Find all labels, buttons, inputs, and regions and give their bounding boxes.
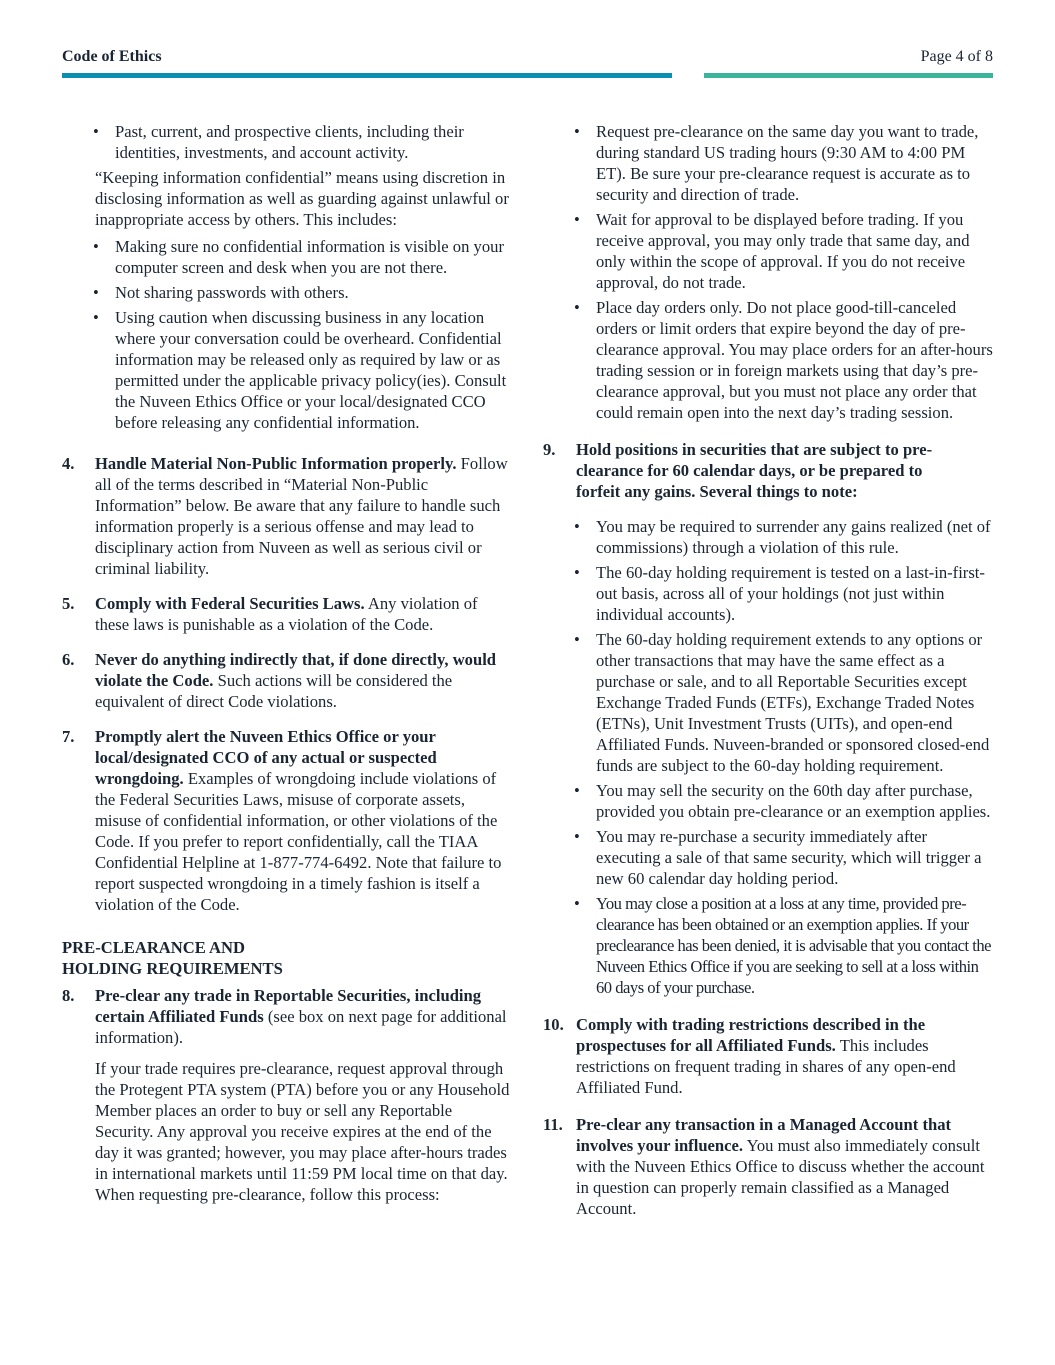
item-number: 4. — [62, 454, 75, 473]
numbered-item-6 — [62, 649, 514, 712]
section-heading — [62, 937, 514, 979]
list-item: • The 60-day holding requirement is tested on a last-in-first-out basis, across all of your holdings (not just within individual accounts). — [543, 562, 995, 625]
item-heading: Handle Material Non-Public Information properly. — [95, 454, 457, 473]
list-item: • Making sure no confidential information is visible on your computer screen and desk when you are not there. — [62, 236, 514, 278]
numbered-item-7 — [62, 726, 514, 915]
numbered-item-5 — [62, 593, 514, 635]
item-heading: Comply with trading restrictions described in the prospectuses for all Affiliated Funds. — [576, 1015, 926, 1055]
item-text: Examples of wrongdoing include violations of the Federal Securities Laws, misuse of corporate assets, misuse of confidential information, or other violations of the Code. If you prefer to report confidentially, call the TIAA Confidential Helpline at 1-877-774-6492. Note that failure to report suspected wrongdoing in a timely fashion is itself a violation of the Code. — [95, 769, 502, 914]
list-item: • Not sharing passwords with others. — [62, 282, 514, 303]
header-rule-green — [704, 73, 993, 78]
item-number: 5. — [62, 594, 75, 613]
header-rule-blue — [62, 73, 672, 78]
numbered-item-9 — [543, 439, 995, 502]
item-number: 8. — [62, 986, 75, 1005]
list-item: • Using caution when discussing business in any location where your conversation could be overheard. Confidential information may be released only as required by law or as permitted under the applicable privacy policy(ies). Consult the Nuveen Ethics Office or your local/designated CCO before releasing any confidential information. — [62, 307, 514, 433]
bullet-list — [62, 121, 514, 163]
list-item: • Wait for approval to be displayed before trading. If you receive approval, you may only trade that same day, and only within the scope of approval. If you do not receive approval, do not trade. — [543, 209, 995, 293]
item-number: 6. — [62, 650, 75, 669]
bullet-list — [543, 516, 995, 998]
section-heading-line: PRE-CLEARANCE AND — [62, 938, 246, 957]
item-number: 7. — [62, 727, 75, 746]
paragraph: If your trade requires pre-clearance, request approval through the Protegent PTA system (PTA) before you or any Household Member places an order to buy or sell any Reportable Security. Any approval you receive expires at the end of the day it was granted; however, you may place after-hours trades in international markets until 11:59 PM local time on that day. When requesting pre-clearance, follow this process: — [95, 1059, 510, 1204]
item-text: Such actions will be considered the equivalent of direct Code violations. — [95, 671, 453, 711]
paragraph: “Keeping information confidential” means using discretion in disclosing information as well as guarding against unlawful or inappropriate access by others. This includes: — [95, 168, 509, 229]
list-item: • The 60-day holding requirement extends to any options or other transactions that may have the same effect as a purchase or sale, and to all Reportable Securities except Exchange Traded Funds (ETFs), Exchange Traded Notes (ETNs), Unit Investment Trusts (UITs), and open-end Affiliated Funds. Nuveen-branded or sponsored closed-end funds are subject to the 60-day holding requirement. — [543, 629, 995, 776]
item-text: This includes restrictions on frequent trading in shares of any open-end Affiliated Fund. — [576, 1036, 956, 1097]
item-number: 10. — [543, 1015, 564, 1034]
list-item: • You may close a position at a loss at any time, provided pre-clearance has been obtained or an exemption applies. If your preclearance has been denied, it is advisable that you contact the Nuveen Ethics Office if you are seeking to sell at a loss within 60 days of your purchase. — [543, 893, 995, 998]
item-heading: Never do anything indirectly that, if done directly, would violate the Code. — [95, 650, 497, 690]
bullet-list — [62, 236, 514, 433]
item-number: 11. — [543, 1115, 563, 1134]
page-number: Page 4 of 8 — [920, 48, 993, 65]
list-item: • You may re-purchase a security immediately after executing a sale of that same security, which will trigger a new 60 calendar day holding period. — [543, 826, 995, 889]
section-heading-line: HOLDING REQUIREMENTS — [62, 959, 283, 978]
list-item: • Past, current, and prospective clients, including their identities, investments, and account activity. — [62, 121, 514, 163]
item-heading: Comply with Federal Securities Laws. — [95, 594, 365, 613]
numbered-item-10 — [543, 1014, 995, 1098]
document-title: Code of Ethics — [62, 48, 162, 65]
item-text: (see box on next page for additional information). — [95, 1007, 507, 1047]
numbered-item-11 — [543, 1114, 995, 1219]
bullet-list — [543, 121, 995, 423]
right-column — [543, 121, 995, 1219]
list-item: • You may sell the security on the 60th day after purchase, provided you obtain pre-clearance or an exemption applies. — [543, 780, 995, 822]
list-item: • Place day orders only. Do not place good-till-canceled orders or limit orders that expire beyond the day of pre-clearance approval. You may place orders for an after-hours trading session or in foreign markets using that day’s pre-clearance approval, but you must not place any order that could remain open into the next day’s trading session. — [543, 297, 995, 423]
item-number: 9. — [543, 440, 556, 459]
list-item: • You may be required to surrender any gains realized (net of commissions) through a violation of this rule. — [543, 516, 995, 558]
item-text: You must also immediately consult with the Nuveen Ethics Office to discuss whether the account in question can properly remain classified as a Managed Account. — [576, 1136, 985, 1218]
item-heading: Hold positions in securities that are subject to pre-clearance for 60 calendar days, or be prepared to forfeit any gains. Several things to note: — [576, 440, 933, 501]
numbered-item-4 — [62, 453, 514, 579]
list-item: • Request pre-clearance on the same day you want to trade, during standard US trading hours (9:30 AM to 4:00 PM ET). Be sure your pre-clearance request is accurate as to security and direction of trade. — [543, 121, 995, 205]
item-heading: Pre-clear any trade in Reportable Securities, including certain Affiliated Funds — [95, 986, 482, 1026]
item-text: Follow all of the terms described in “Material Non-Public Information” below. Be aware that any failure to handle such information properly is a serious offense and may lead to disciplinary action from Nuveen as well as serious civil or criminal liability. — [95, 454, 508, 578]
item-text: Any violation of these laws is punishable as a violation of the Code. — [95, 594, 478, 634]
item-heading: Promptly alert the Nuveen Ethics Office or your local/designated CCO of any actual or suspected wrongdoing. — [95, 727, 437, 788]
left-column — [62, 121, 514, 1211]
item-heading: Pre-clear any transaction in a Managed Account that involves your influence. — [576, 1115, 952, 1155]
numbered-item-8 — [62, 985, 514, 1048]
